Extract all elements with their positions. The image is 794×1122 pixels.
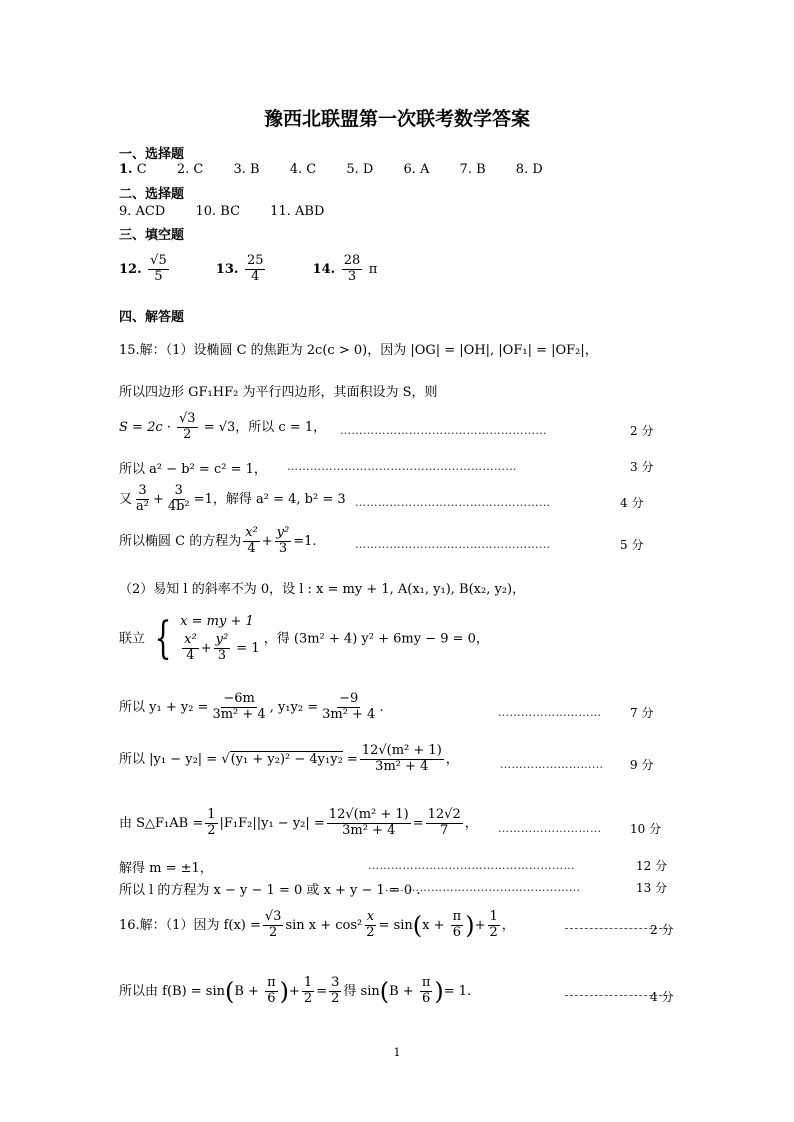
q14-pi: π (368, 261, 378, 277)
choice-answers-row (119, 162, 569, 177)
q16-line-2: 所以由 f(B) = sin(B + $\frac{\pi}{6}$ )+ $\frac{1}{2}$ = $\frac{3}{2}$ 得 sin(B + $\frac{\pi}{6}$ )= 1. (119, 975, 472, 1006)
answer-7: 7. B (459, 162, 486, 177)
page-number: 1 (393, 1046, 401, 1059)
answer-6: 6. A (403, 162, 430, 177)
score-16-2: 2 分 (650, 923, 674, 937)
q13-fraction: $\frac{25}{4}$ (246, 253, 264, 284)
answer-10: 10. BC (195, 204, 241, 219)
q15-line-10: 所以 |y₁ − y₂| = √(y₁ + y₂)² − 4y₁y₂ = $\frac{\text{12√(m² + 1)}}{\text{3m² + 4}}$ ， (119, 743, 459, 774)
score-2: 2 分 (630, 424, 654, 438)
leader-dots: ……………………… (500, 758, 604, 771)
q15-line-6: 所以椭圆 C 的方程为 $\frac{\text{x²}}{4}$ + $\frac{\text{y²}}{3}$ =1. (119, 525, 317, 556)
section-heading-fill: 三、填空题 (119, 228, 185, 243)
score-3: 3 分 (630, 460, 654, 474)
page-title: 豫西北联盟第一次联考数学答案 (263, 108, 530, 130)
score-5: 5 分 (620, 538, 644, 552)
multi-answers-row (119, 204, 350, 219)
q15-line-5: 又 $\frac{3}{\text{a²}}$ + $\frac{3}{\text{4b²}}$ =1，解得 a² = 4, b² = 3 (119, 483, 346, 514)
answer-1: 1. C (119, 162, 147, 177)
score-10: 10 分 (630, 822, 662, 836)
q15-line-3: S = 2c · $\frac{√3}{2}$ = √3，所以 c = 1， (119, 411, 327, 442)
leader-dots: …………………………………………… (355, 496, 551, 509)
leader-dots: ……………………… (498, 706, 602, 719)
q12-fraction: $\frac{√5}{5}$ (150, 253, 167, 284)
q14-label: 14. (312, 261, 336, 277)
leader-dots: …………………………………………… (355, 538, 551, 551)
leader-dots: ……………………………………………… (340, 424, 547, 437)
score-16-4: 4 分 (650, 990, 674, 1004)
answer-11: 11. ABD (270, 204, 325, 219)
section-heading-multi: 二、选择题 (119, 187, 185, 202)
q14-fraction: $\frac{28}{3}$ (343, 253, 361, 284)
answer-9: 9. ACD (119, 204, 166, 219)
answer-3: 3. B (233, 162, 260, 177)
q12-label: 12. (119, 261, 142, 277)
fill-answers-row (119, 254, 377, 285)
answer-4: 4. C (289, 162, 317, 177)
section-heading-solutions: 四、解答题 (119, 310, 185, 325)
equation-system: { x = my + 1 $\frac{\text{x²}}{4}$ + $\frac{\text{y²}}{3}$ = 1 (154, 612, 260, 664)
leader-dots: ……………………… (498, 822, 602, 835)
section-heading-choice: 一、选择题 (119, 147, 185, 162)
q15-line-13: 所以 l 的方程为 x − y − 1 = 0 或 x + y − 1 = 0 . (119, 883, 421, 898)
q15-line-8: 联立 { x = my + 1 $\frac{\text{x²}}{4}$ + $\frac{\text{y²}}{3}$ = 1 ，得 (3m² + 4) y² + 6my − 9 = 0， (119, 612, 489, 664)
answer-2: 2. C (176, 162, 204, 177)
score-9: 9 分 (630, 758, 654, 772)
score-12: 12 分 (636, 859, 668, 873)
q15-line-11: 由 S△F₁AB = $\frac{1}{2}$ |F₁F₂||y₁ − y₂| = $\frac{\text{12√(m² + 1)}}{\text{3m² + 4}}$ = $\frac{12√2}{7}$ ， (119, 807, 478, 838)
q15-line-12: 解得 m = ±1， (119, 861, 213, 876)
q15-line-7: （2）易知 l 的斜率不为 0，设 l : x = my + 1, A(x₁, y₁), B(x₂, y₂)， (119, 582, 526, 597)
q13-label: 13. (215, 261, 239, 277)
q15-line-2: 所以四边形 GF₁HF₂ 为平行四边形，其面积设为 S，则 (119, 385, 438, 400)
score-4: 4 分 (620, 496, 644, 510)
leader-dots: …………………………………………………… (287, 460, 517, 473)
score-7: 7 分 (630, 706, 654, 720)
q16-line-1: 16.解：（1）因为 f(x) = $\frac{√3}{2}$ sin x + cos² $\frac{x}{2}$ = sin(x + $\frac{\pi}{6}$ )+ $\frac{1}{2}$ ， (119, 909, 515, 940)
q15-line-1: 15.解：（1）设椭圆 C 的焦距为 2c(c > 0)，因为 |OG| = |OH|, |OF₁| = |OF₂|， (119, 343, 598, 358)
answer-8: 8. D (515, 162, 543, 177)
leader-dots: …………………………………………… (385, 881, 581, 894)
answer-5: 5. D (346, 162, 374, 177)
leader-dots: ……………………………………………… (368, 859, 575, 872)
q15-line-9: 所以 y₁ + y₂ = $\frac{-6m}{\text{3m² + 4}}$ , y₁y₂ = $\frac{-9}{\text{3m² + 4}}$ . (119, 691, 384, 722)
q15-line-4: 所以 a² − b² = c² = 1， (119, 462, 267, 477)
score-13: 13 分 (636, 881, 668, 895)
